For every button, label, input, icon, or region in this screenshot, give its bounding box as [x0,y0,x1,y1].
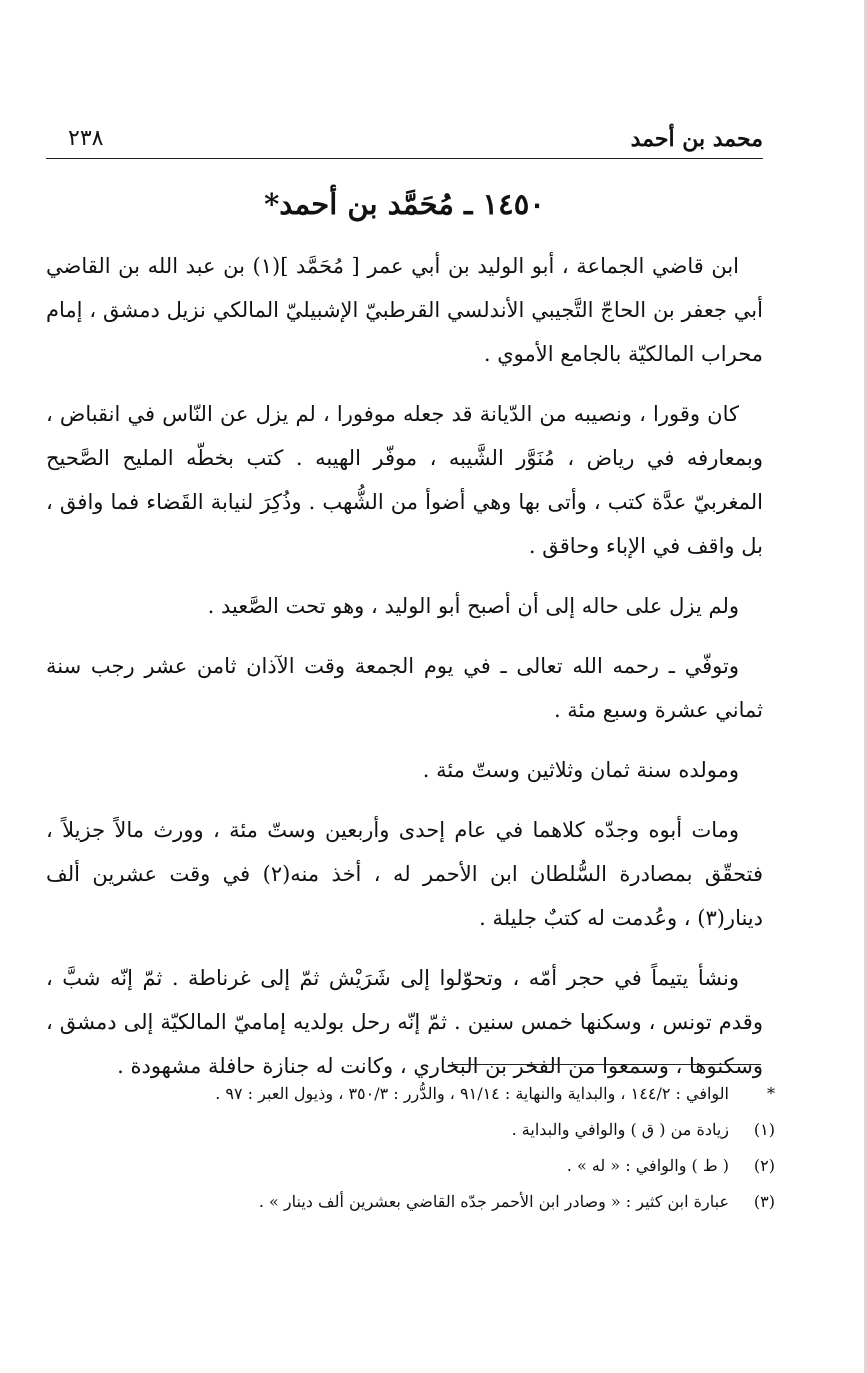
paragraph: ومات أبوه وجدّه كلاهما في عام إحدى وأربعين وستّ مئة ، وورث مالاً جزيلاً ، فتحقّق بمصادرة السُّلطان ابن الأحمر له ، أخذ منه(٢) في وقت عشرين ألف دينار(٣) ، وعُدمت له كتبٌ جليلة . [46,818,763,930]
footnote-text: الوافي : ١٤٤/٢ ، والبداية والنهاية : ٩١/١٤ ، والدُّرر : ٣٥٠/٣ ، وذيول العبر : ٩٧ . [215,1084,729,1103]
paragraph: ومولده سنة ثمان وثلاثين وستّ مئة . [422,758,739,782]
footnote-marker: * [767,1084,775,1103]
footnote [46,1184,775,1220]
footnote [46,1076,775,1112]
footnote-text: ( ط ) والوافي : « له » . [566,1156,729,1175]
page-number: ٢٣٨ [68,126,104,151]
footnote-text: زيادة من ( ق ) والوافي والبداية . [511,1120,729,1139]
footnote-text: عبارة ابن كثير : « وصادر ابن الأحمر جدّه القاضي بعشرين ألف دينار » . [258,1192,729,1211]
running-header [46,124,763,159]
paragraph: ونشأ يتيماً في حجر أمّه ، وتحوّلوا إلى شَرَيْش ثمّ إلى غرناطة . ثمّ إنّه شبَّ ، وقدم تونس ، وسكنها خمس سنين . ثمّ إنّه رحل بولديه إماميّ المالكيّة إلى دمشق ، وسكنوها ، وسمعوا من الفخر بن البخاري ، وكانت له جنازة حافلة مشهودة . [46,966,763,1078]
paragraph: وتوفّي ـ رحمه الله تعالى ـ في يوم الجمعة وقت الآذان ثامن عشر رجب سنة ثماني عشرة وسبع مئة . [46,654,763,722]
entry-title: ١٤٥٠ ـ مُحَمَّد بن أحمد* [264,187,545,221]
paragraph: ولم يزل على حاله إلى أن أصبح أبو الوليد ، وهو تحت الصَّعيد . [207,594,739,618]
footnote [46,1148,775,1184]
footnote-marker: (٢) [753,1156,775,1175]
body-text [46,244,763,1104]
footnote-separator [452,1064,761,1065]
footnotes [46,1076,775,1220]
paragraph: ابن قاضي الجماعة ، أبو الوليد بن أبي عمر [ مُحَمَّد ](١) بن عبد الله بن القاضي أبي جعفر بن الحاجّ التَّجيبي الأندلسي القرطبيّ الإشبيليّ المالكي نزيل دمشق ، إمام محراب المالكيّة بالجامع الأموي . [46,254,763,366]
paragraph: كان وقورا ، ونصيبه من الدّيانة قد جعله موفورا ، لم يزل عن النّاس في انقباض ، وبمعارفه في رياض ، مُنَوَّر الشَّيبه ، موفّر الهيبه . كتب بخطّه المليح الصَّحيح المغربيّ عدَّة كتب ، وأتى بها وهي أضوأ من الشُّهب . وذُكِرَ لنيابة القَضاء فما وافق ، بل واقف في الإباء وحاقق . [46,402,763,558]
footnote-marker: (٣) [753,1192,775,1211]
footnote [46,1112,775,1148]
footnote-marker: (١) [753,1120,775,1139]
running-title: محمد بن أحمد [630,126,763,152]
